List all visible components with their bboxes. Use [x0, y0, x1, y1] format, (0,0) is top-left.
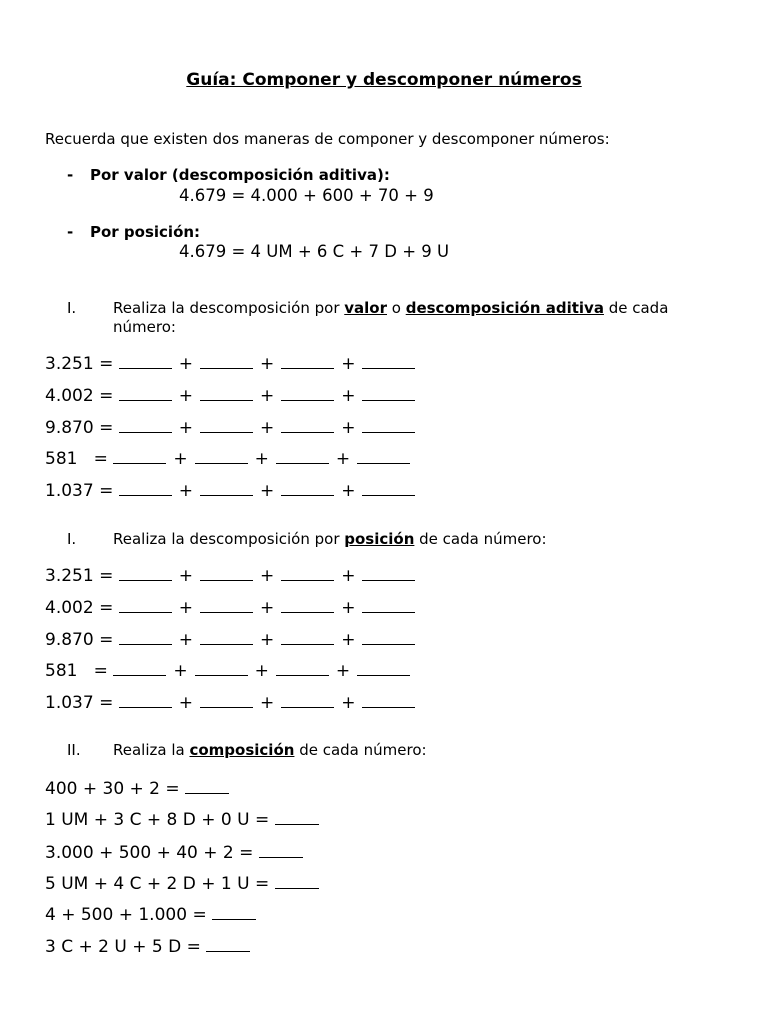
answer-blank[interactable]	[281, 481, 334, 496]
answer-blank[interactable]	[200, 566, 253, 581]
answer-blank[interactable]	[281, 354, 334, 369]
composition-expression: 1 UM + 3 C + 8 D + 0 U =	[45, 810, 270, 830]
composition-row	[45, 779, 229, 799]
answer-blank[interactable]	[281, 598, 334, 613]
section-text: Realiza la descomposición por posición de cada número:	[113, 530, 547, 548]
row-number-label: 581 =	[45, 449, 108, 469]
row-number-label: 4.002 =	[45, 598, 114, 618]
plus-sign: +	[341, 630, 356, 650]
section-numeral: I.	[67, 299, 77, 317]
bullet-por-posicion	[67, 223, 200, 241]
plus-sign: +	[254, 661, 269, 681]
answer-blank[interactable]	[357, 449, 410, 464]
answer-blank[interactable]	[362, 418, 415, 433]
position-row	[45, 598, 415, 618]
row-number-label: 3.251 =	[45, 354, 114, 374]
composition-expression: 5 UM + 4 C + 2 D + 1 U =	[45, 874, 270, 894]
plus-sign: +	[173, 661, 188, 681]
answer-blank[interactable]	[362, 566, 415, 581]
position-row	[45, 630, 415, 650]
plus-sign: +	[254, 449, 269, 469]
answer-blank[interactable]	[113, 449, 166, 464]
answer-blank[interactable]	[200, 630, 253, 645]
plus-sign: +	[178, 693, 193, 713]
section-numeral: I.	[67, 530, 77, 548]
answer-blank[interactable]	[200, 598, 253, 613]
composition-expression: 4 + 500 + 1.000 =	[45, 905, 207, 925]
row-number-label: 1.037 =	[45, 693, 114, 713]
plus-sign: +	[341, 481, 356, 501]
example-formula-valor: 4.679 = 4.000 + 600 + 70 + 9	[179, 186, 434, 205]
page-title: Guía: Componer y descomponer números	[186, 70, 582, 90]
plus-sign: +	[259, 693, 275, 713]
plus-sign: +	[259, 481, 275, 501]
row-number-label: 3.251 =	[45, 566, 114, 586]
emphasis-posicion: posición	[344, 530, 415, 548]
answer-blank[interactable]	[259, 843, 303, 858]
plus-sign: +	[341, 598, 356, 618]
section-instruction-valor	[67, 299, 707, 339]
answer-blank[interactable]	[362, 630, 415, 645]
plus-sign: +	[178, 598, 193, 618]
answer-blank[interactable]	[119, 693, 172, 708]
plus-sign: +	[341, 693, 356, 713]
row-number-label: 581 =	[45, 661, 108, 681]
answer-blank[interactable]	[113, 661, 166, 676]
section-text: Realiza la composición de cada número:	[113, 741, 427, 759]
intro-text: Recuerda que existen dos maneras de componer y descomponer números:	[45, 130, 610, 148]
answer-blank[interactable]	[212, 905, 256, 920]
composition-expression: 3 C + 2 U + 5 D =	[45, 937, 201, 957]
answer-blank[interactable]	[200, 418, 253, 433]
answer-blank[interactable]	[119, 418, 172, 433]
answer-blank[interactable]	[281, 630, 334, 645]
answer-blank[interactable]	[200, 693, 253, 708]
answer-blank[interactable]	[281, 386, 334, 401]
answer-blank[interactable]	[281, 693, 334, 708]
answer-blank[interactable]	[362, 386, 415, 401]
answer-blank[interactable]	[362, 693, 415, 708]
section-instruction-posicion	[67, 530, 707, 550]
emphasis-composicion: composición	[189, 741, 295, 759]
plus-sign: +	[259, 418, 275, 438]
decomposition-row	[45, 386, 415, 406]
plus-sign: +	[259, 598, 275, 618]
plus-sign: +	[178, 354, 193, 374]
plus-sign: +	[178, 418, 193, 438]
answer-blank[interactable]	[195, 661, 248, 676]
answer-blank[interactable]	[276, 449, 329, 464]
emphasis-valor: valor	[344, 299, 387, 317]
answer-blank[interactable]	[119, 598, 172, 613]
bullet-dash: -	[67, 223, 74, 241]
plus-sign: +	[341, 418, 356, 438]
composition-row	[45, 810, 319, 830]
plus-sign: +	[259, 566, 275, 586]
answer-blank[interactable]	[200, 481, 253, 496]
answer-blank[interactable]	[357, 661, 410, 676]
plus-sign: +	[173, 449, 188, 469]
plus-sign: +	[178, 481, 193, 501]
composition-row	[45, 937, 250, 957]
position-row	[45, 566, 415, 586]
composition-expression: 3.000 + 500 + 40 + 2 =	[45, 843, 254, 863]
plus-sign: +	[178, 630, 193, 650]
bullet-label: Por valor (descomposición aditiva):	[90, 166, 390, 184]
answer-blank[interactable]	[119, 630, 172, 645]
emphasis-descomposicion-aditiva: descomposición aditiva	[405, 299, 604, 317]
section-text: Realiza la descomposición por valor o descomposición aditiva de cada número:	[113, 299, 669, 336]
answer-blank[interactable]	[362, 481, 415, 496]
answer-blank[interactable]	[119, 354, 172, 369]
answer-blank[interactable]	[362, 354, 415, 369]
row-number-label: 9.870 =	[45, 418, 114, 438]
decomposition-row	[45, 418, 415, 438]
answer-blank[interactable]	[275, 874, 319, 889]
plus-sign: +	[259, 386, 275, 406]
answer-blank[interactable]	[206, 937, 250, 952]
answer-blank[interactable]	[362, 598, 415, 613]
composition-row	[45, 843, 303, 863]
decomposition-row	[45, 481, 415, 501]
answer-blank[interactable]	[119, 386, 172, 401]
decomposition-row	[45, 449, 410, 469]
answer-blank[interactable]	[185, 779, 229, 794]
decomposition-row	[45, 354, 415, 374]
answer-blank[interactable]	[275, 810, 319, 825]
bullet-por-valor	[67, 166, 390, 184]
plus-sign: +	[259, 354, 275, 374]
row-number-label: 4.002 =	[45, 386, 114, 406]
answer-blank[interactable]	[200, 354, 253, 369]
section-numeral: II.	[67, 741, 81, 759]
plus-sign: +	[341, 354, 356, 374]
answer-blank[interactable]	[195, 449, 248, 464]
composition-row	[45, 874, 319, 894]
plus-sign: +	[341, 386, 356, 406]
plus-sign: +	[259, 630, 275, 650]
plus-sign: +	[341, 566, 356, 586]
answer-blank[interactable]	[276, 661, 329, 676]
position-row	[45, 693, 415, 713]
composition-row	[45, 905, 256, 925]
composition-expression: 400 + 30 + 2 =	[45, 779, 180, 799]
answer-blank[interactable]	[281, 418, 334, 433]
bullet-label: Por posición:	[90, 223, 201, 241]
section-instruction-composicion	[67, 741, 707, 761]
example-formula-posicion: 4.679 = 4 UM + 6 C + 7 D + 9 U	[179, 242, 450, 261]
position-row	[45, 661, 410, 681]
bullet-dash: -	[67, 166, 74, 184]
row-number-label: 1.037 =	[45, 481, 114, 501]
plus-sign: +	[335, 449, 351, 469]
plus-sign: +	[178, 566, 193, 586]
row-number-label: 9.870 =	[45, 630, 114, 650]
answer-blank[interactable]	[119, 566, 172, 581]
plus-sign: +	[335, 661, 351, 681]
answer-blank[interactable]	[119, 481, 172, 496]
answer-blank[interactable]	[281, 566, 334, 581]
answer-blank[interactable]	[200, 386, 253, 401]
plus-sign: +	[178, 386, 193, 406]
